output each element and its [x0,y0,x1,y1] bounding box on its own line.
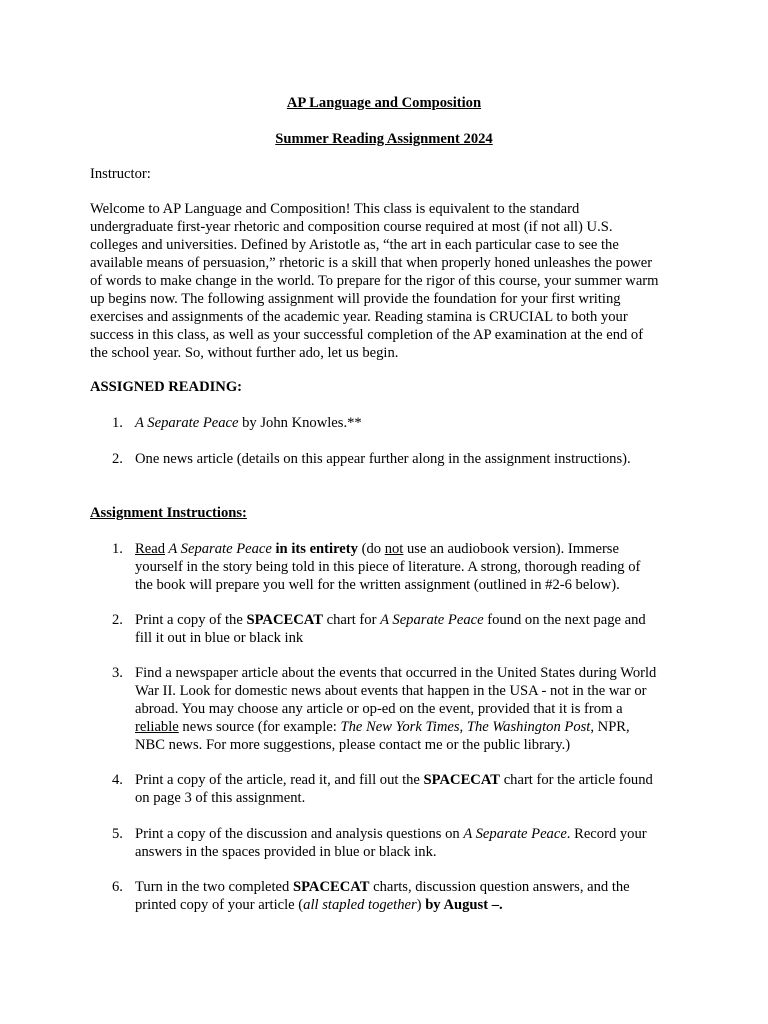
intro-line: up begins now. The following assignment will provide the foundation for your first writing [90,291,621,307]
intro-line: available means of persuasion,” rhetoric is a skill that when properly honed unleashes the power [90,255,653,271]
instruction-text: . Record your [566,826,647,842]
instruction-text: Print a copy of the article, read it, and fill out the [135,772,424,788]
instruction-text: Print a copy of the discussion and analysis questions on [135,826,464,842]
instruction-text: news source (for example: [178,719,341,735]
instruction-line: War II. Look for domestic news about events that happen in the USA - not in the war or [135,683,647,699]
in-its-entirety: in its entirety [271,541,358,557]
stapled-note: all stapled together [303,897,417,913]
instruction-line: the book will prepare you well for the written assignment (outlined in #2-6 below). [135,577,620,593]
list-number: 4. [112,772,123,788]
document-title: AP Language and Composition [286,95,482,111]
instruction-text: , [459,719,467,735]
instruction-text: chart for the article found [500,772,653,788]
instruction-text: Turn in the two completed [135,879,293,895]
reliable-word: reliable [135,719,179,735]
instruction-text: (do [357,541,385,557]
document-subtitle: Summer Reading Assignment 2024 [275,131,493,147]
instruction-line: fill it out in blue or black ink [135,630,304,646]
book-title: A Separate Peace [380,612,484,628]
instruction-text: , NPR, [590,719,630,735]
instruction-text: Print a copy of the [135,612,247,628]
due-date: by August –. [425,897,503,913]
list-number: 5. [112,826,123,842]
instruction-line: abroad. You may choose any article or op-ed on the event, provided that it is from a [135,701,623,717]
book-title: A Separate Peace [463,826,567,842]
instruction-text: ) [416,897,426,913]
instruction-text: chart for [322,612,381,628]
assigned-reading-heading: ASSIGNED READING: [90,379,243,395]
reading-item-text: by John Knowles.** [238,415,362,431]
list-number: 2. [112,612,123,628]
intro-line: the school year. So, without further ado, let us begin. [90,345,399,361]
read-word: Read [135,541,165,557]
intro-line: colleges and universities. Defined by Aristotle as, “the art in each particular case to see the [90,237,619,253]
list-number: 6. [112,879,123,895]
intro-line: of words to make change in the world. To prepare for the rigor of this course, your summer warm [90,273,659,289]
instruction-line: yourself in the story being told in this piece of literature. A strong, thorough reading of [135,559,641,575]
newspaper-name: The Washington Post [466,719,591,735]
spacecat-term: SPACECAT [246,612,323,628]
instruction-line: NBC news. For more suggestions, please contact me or the public library.) [135,737,571,753]
intro-paragraph [90,200,685,362]
newspaper-name: The New York Times [340,719,460,735]
list-number: 1. [112,415,123,431]
intro-line: exercises and assignments of the academic year. Reading stamina is CRUCIAL to both your [90,309,628,325]
instruction-line: Find a newspaper article about the events that occurred in the United States during World [135,665,657,681]
instructor-label: Instructor: [90,166,151,182]
assignment-instructions-heading: Assignment Instructions: [90,505,247,521]
instruction-text: use an audiobook version). Immerse [403,541,619,557]
instruction-text: charts, discussion question answers, and the [369,879,630,895]
list-number: 1. [112,541,123,557]
instruction-line: answers in the spaces provided in blue or black ink. [135,844,437,860]
intro-line: undergraduate first-year rhetoric and composition course required at most (if not all) U.S. [90,219,613,235]
instruction-line: on page 3 of this assignment. [135,790,306,806]
not-word: not [384,541,404,557]
book-title: A Separate Peace [135,415,239,431]
instruction-text: found on the next page and [483,612,646,628]
spacecat-term: SPACECAT [423,772,501,788]
list-number: 2. [112,451,123,467]
intro-line: success in this class, as well as your successful completion of the AP examination at the end of [90,327,644,343]
instruction-text: printed copy of your article ( [135,897,304,913]
book-title: A Separate Peace [165,541,272,557]
intro-line: Welcome to AP Language and Composition! This class is equivalent to the standard [90,201,580,217]
reading-item-text: One news article (details on this appear further along in the assignment instructions). [135,451,631,467]
list-number: 3. [112,665,123,681]
spacecat-term: SPACECAT [292,879,370,895]
